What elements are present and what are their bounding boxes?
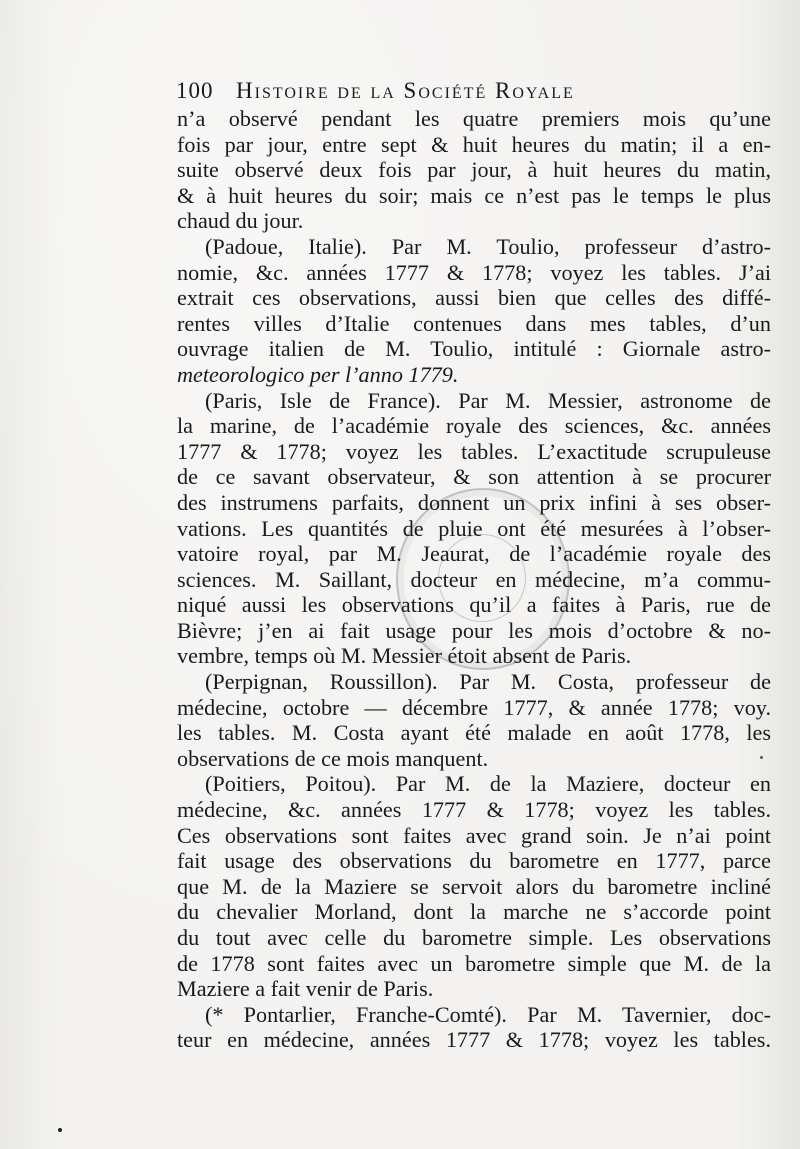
- paper-speck: [58, 1128, 62, 1132]
- text-line: Maziere a fait venir de Paris.: [177, 976, 434, 1002]
- text-line: observations de ce mois manquent.: [177, 745, 489, 771]
- text-line: (* Pontarlier, Franche-Comté). Par M. Tavernier, doc-: [205, 1001, 771, 1027]
- text-line: suite observé deux fois par jour, à huit heures du matin,: [177, 157, 771, 183]
- text-line: fait usage des observations du barometre en 1777, parce: [177, 848, 771, 874]
- text-line: (Perpignan, Roussillon). Par M. Costa, professeur de: [205, 669, 771, 695]
- text-line: teur en médecine, années 1777 & 1778; voyez les tables.: [177, 1027, 771, 1053]
- running-title: Histoire de la Société Royale: [236, 78, 575, 103]
- text-line: du chevalier Morland, dont la marche ne s’accorde point: [177, 899, 771, 925]
- text-line: niqué aussi les observations qu’il a faites à Paris, rue de: [177, 592, 771, 618]
- text-line: & à huit heures du soir; mais ce n’est pas le temps le plus: [177, 182, 771, 208]
- text-line: rentes villes d’Italie contenues dans mes tables, d’un: [177, 310, 771, 336]
- page-number: 100: [176, 78, 214, 103]
- text-line: chaud du jour.: [177, 208, 304, 234]
- text-line: ouvrage italien de M. Toulio, intitulé : Giornale astro-: [177, 336, 771, 362]
- text-line: vatoire royal, par M. Jeaurat, de l’académie royale des: [177, 541, 771, 567]
- text-line: de ce savant observateur, & son attention à se procurer: [177, 464, 771, 490]
- text-line: de 1778 sont faites avec un barometre simple que M. de la: [177, 950, 771, 976]
- text-line: la marine, de l’académie royale des sciences, &c. années: [177, 413, 771, 439]
- running-header: [176, 78, 796, 104]
- text-line: 1777 & 1778; voyez les tables. L’exactitude scrupuleuse: [177, 438, 771, 464]
- text-line: sciences. M. Saillant, docteur en médecine, m’a commu-: [177, 566, 771, 592]
- text-line: fois par jour, entre sept & huit heures du matin; il a en-: [177, 131, 771, 157]
- text-line: vembre, temps où M. Messier étoit absent de Paris.: [177, 643, 632, 669]
- body-text: [177, 106, 771, 1053]
- text-line: que M. de la Maziere se servoit alors du barometre incliné: [177, 873, 771, 899]
- text-line: des instrumens parfaits, donnent un prix infini à ses obser-: [177, 489, 771, 515]
- text-line: les tables. M. Costa ayant été malade en août 1778, les: [177, 720, 771, 746]
- text-line: du tout avec celle du barometre simple. Les observations: [177, 925, 771, 950]
- text-line: meteorologico per l’anno 1779.: [177, 361, 459, 387]
- paper-speck: [760, 756, 763, 759]
- text-line: Bièvre; j’en ai fait usage pour les mois d’octobre & no-: [177, 617, 771, 643]
- text-line: extrait ces observations, aussi bien que celles des diffé-: [177, 285, 771, 311]
- text-line: nomie, &c. années 1777 & 1778; voyez les tables. J’ai: [177, 259, 771, 285]
- text-line: (Padoue, Italie). Par M. Toulio, professeur d’astro-: [205, 233, 771, 259]
- text-line: n’a observé pendant les quatre premiers mois qu’une: [177, 106, 771, 131]
- text-line: médecine, octobre — décembre 1777, & année 1778; voy.: [177, 694, 771, 720]
- text-line: Ces observations sont faites avec grand soin. Je n’ai point: [177, 822, 771, 848]
- text-line: vations. Les quantités de pluie ont été mesurées à l’obser-: [177, 515, 771, 541]
- text-line: (Paris, Isle de France). Par M. Messier, astronome de: [205, 387, 771, 413]
- text-line: (Poitiers, Poitou). Par M. de la Maziere, docteur en: [205, 771, 771, 797]
- text-line: médecine, &c. années 1777 & 1778; voyez les tables.: [177, 797, 771, 823]
